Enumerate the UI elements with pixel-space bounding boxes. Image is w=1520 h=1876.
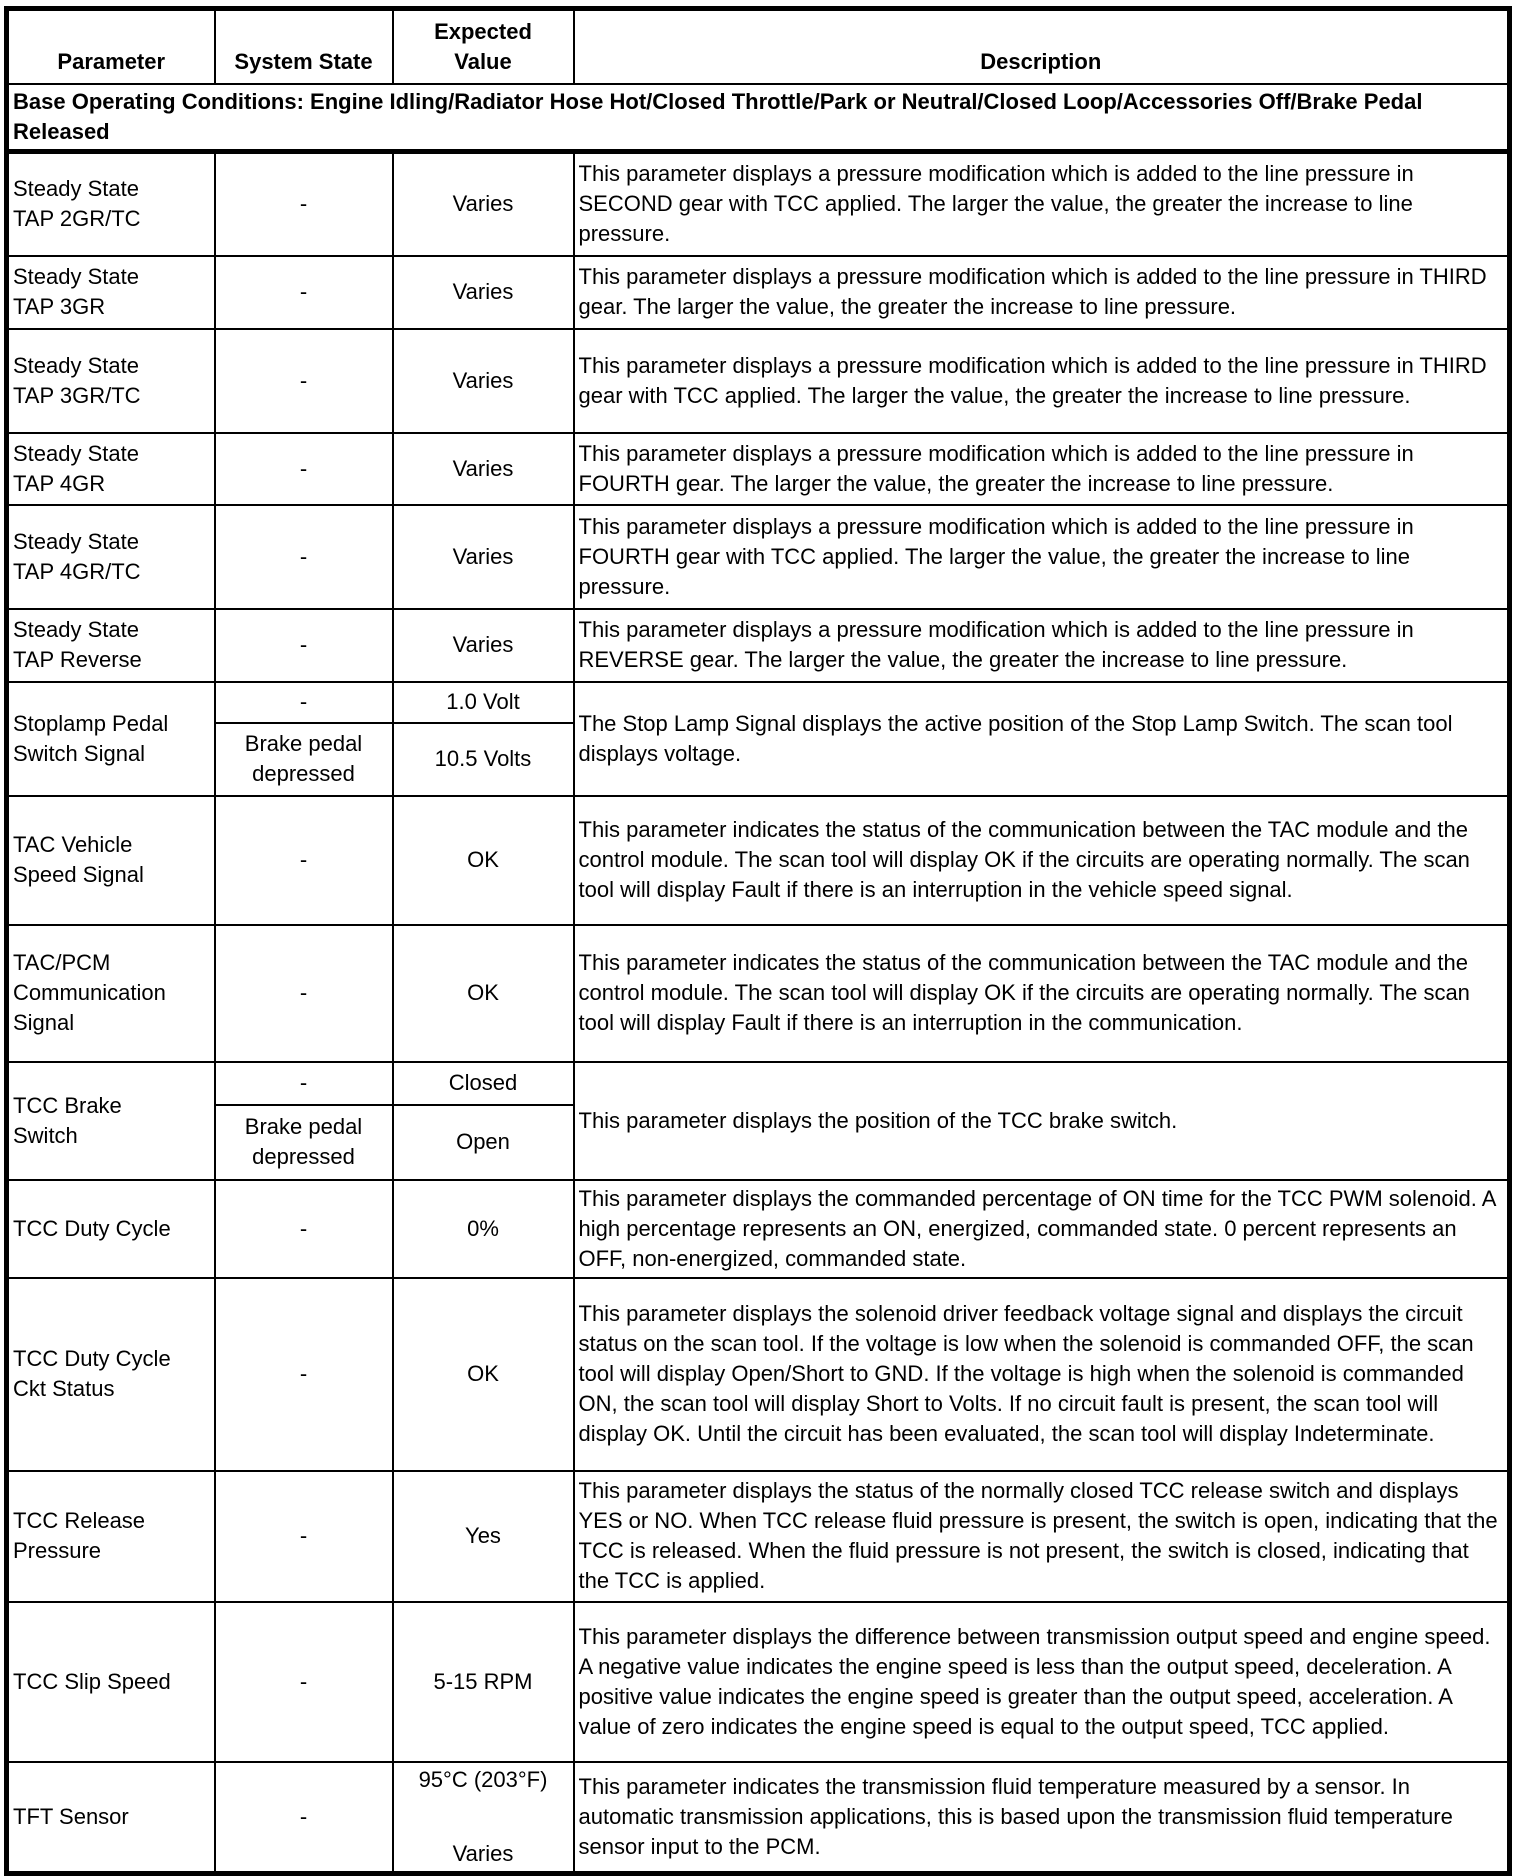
description-cell: This parameter indicates the status of the communication between the TAC module and the control module. The scan tool will display OK if the circuits are operating normally. The scan tool will display Fault if there is an interruption in the vehicle speed signal. — [574, 796, 1510, 925]
expected-value-cell: Varies — [393, 329, 574, 433]
parameter-cell: TCC Release Pressure — [7, 1471, 215, 1602]
description-cell: This parameter displays a pressure modification which is added to the line pressure in THIRD gear with TCC applied. The larger the value, the greater the increase to line pressure. — [574, 329, 1510, 433]
system-state-cell: - — [215, 1602, 393, 1762]
header-system-state: System State — [215, 9, 393, 85]
expected-value-cell: Varies — [393, 152, 574, 256]
description-cell: This parameter displays the solenoid driver feedback voltage signal and displays the circuit status on the scan tool. If the voltage is low when the solenoid is commanded OFF, the scan tool will display Open/Short to GND. If the voltage is high when the solenoid is commanded ON, the scan tool will display Short to Volts. If no circuit fault is present, the scan tool will display OK. Until the circuit has been evaluated, the scan tool will display Indeterminate. — [574, 1278, 1510, 1471]
table-row — [7, 1471, 1510, 1602]
expected-value-cell: Varies — [393, 256, 574, 329]
expected-value-line: 95°C (203°F) — [418, 1766, 548, 1792]
parameter-cell: TCC Duty Cycle — [7, 1180, 215, 1278]
parameter-cell: TAC Vehicle Speed Signal — [7, 796, 215, 925]
table-row — [7, 1278, 1510, 1471]
system-state-cell: - — [215, 152, 393, 256]
parameter-cell: Stoplamp Pedal Switch Signal — [7, 682, 215, 796]
table-row — [7, 682, 1510, 723]
table-row — [7, 256, 1510, 329]
table-row — [7, 433, 1510, 505]
description-cell: This parameter displays the status of the normally closed TCC release switch and displays YES or NO. When TCC release fluid pressure is present, the switch is open, indicating that the TCC is released. When the fluid pressure is not present, the switch is closed, indicating that the TCC is applied. — [574, 1471, 1510, 1602]
system-state-cell: - — [215, 796, 393, 925]
table-row — [7, 1062, 1510, 1105]
description-cell: This parameter displays a pressure modification which is added to the line pressure in REVERSE gear. The larger the value, the greater the increase to line pressure. — [574, 609, 1510, 682]
parameter-cell: TCC Brake Switch — [7, 1062, 215, 1180]
expected-value-cell: Closed — [393, 1062, 574, 1105]
base-conditions-row — [7, 84, 1510, 152]
parameter-cell: TCC Duty Cycle Ckt Status — [7, 1278, 215, 1471]
parameter-cell: Steady State TAP 3GR — [7, 256, 215, 329]
system-state-cell: Brake pedal depressed — [215, 1105, 393, 1180]
table-row — [7, 1602, 1510, 1762]
system-state-cell: Brake pedal depressed — [215, 723, 393, 796]
parameter-cell: Steady State TAP 3GR/TC — [7, 329, 215, 433]
expected-value-cell: Varies — [393, 433, 574, 505]
expected-value-cell: 5-15 RPM — [393, 1602, 574, 1762]
table-row — [7, 1762, 1510, 1874]
parameter-cell: TFT Sensor — [7, 1762, 215, 1874]
parameter-cell: TAC/PCM Communication Signal — [7, 925, 215, 1062]
expected-value-cell: Varies — [393, 609, 574, 682]
table-row — [7, 609, 1510, 682]
expected-value-cell: 0% — [393, 1180, 574, 1278]
expected-value-cell: OK — [393, 796, 574, 925]
table-row — [7, 1180, 1510, 1278]
expected-value-cell — [393, 1762, 574, 1874]
description-cell: The Stop Lamp Signal displays the active position of the Stop Lamp Switch. The scan tool displays voltage. — [574, 682, 1510, 796]
description-cell: This parameter indicates the status of the communication between the TAC module and the control module. The scan tool will display OK if the circuits are operating normally. The scan tool will display Fault if there is an interruption in the communication. — [574, 925, 1510, 1062]
description-cell: This parameter displays a pressure modification which is added to the line pressure in SECOND gear with TCC applied. The larger the value, the greater the increase to line pressure. — [574, 152, 1510, 256]
expected-value-cell: OK — [393, 1278, 574, 1471]
system-state-cell: - — [215, 1762, 393, 1874]
table-header-row — [7, 9, 1510, 85]
parameter-cell: Steady State TAP 4GR/TC — [7, 505, 215, 609]
description-cell: This parameter displays a pressure modification which is added to the line pressure in THIRD gear. The larger the value, the greater the increase to line pressure. — [574, 256, 1510, 329]
description-cell: This parameter displays a pressure modification which is added to the line pressure in FOURTH gear with TCC applied. The larger the value, the greater the increase to line pressure. — [574, 505, 1510, 609]
system-state-cell: - — [215, 925, 393, 1062]
system-state-cell: - — [215, 256, 393, 329]
description-cell: This parameter displays the commanded percentage of ON time for the TCC PWM solenoid. A high percentage represents an ON, energized, commanded state. 0 percent represents an OFF, non-energized, commanded state. — [574, 1180, 1510, 1278]
system-state-cell: - — [215, 682, 393, 723]
description-cell: This parameter displays the difference between transmission output speed and engine speed. A negative value indicates the engine speed is less than the output speed, deceleration. A positive value indicates the engine speed is greater than the output speed, acceleration. A value of zero indicates the engine speed is equal to the output speed, TCC applied. — [574, 1602, 1510, 1762]
expected-value-cell: 1.0 Volt — [393, 682, 574, 723]
description-cell: This parameter indicates the transmission fluid temperature measured by a sensor. In automatic transmission applications, this is based upon the transmission fluid temperature sensor input to the PCM. — [574, 1762, 1510, 1874]
table-row — [7, 152, 1510, 256]
expected-value-cell: OK — [393, 925, 574, 1062]
page — [4, 6, 1512, 1876]
expected-value-cell: 10.5 Volts — [393, 723, 574, 796]
system-state-cell: - — [215, 1471, 393, 1602]
system-state-cell: - — [215, 609, 393, 682]
expected-value-cell: Yes — [393, 1471, 574, 1602]
system-state-cell: - — [215, 433, 393, 505]
base-conditions: Base Operating Conditions: Engine Idling/Radiator Hose Hot/Closed Throttle/Park or Neutral/Closed Loop/Accessories Off/Brake Pedal Released — [7, 84, 1510, 152]
table-row — [7, 925, 1510, 1062]
header-description: Description — [574, 9, 1510, 85]
system-state-cell: - — [215, 1278, 393, 1471]
expected-value-cell: Varies — [393, 505, 574, 609]
parameter-cell: TCC Slip Speed — [7, 1602, 215, 1762]
parameter-cell: Steady State TAP 4GR — [7, 433, 215, 505]
expected-value-line: Varies — [452, 1840, 514, 1866]
header-parameter: Parameter — [7, 9, 215, 85]
table-row — [7, 329, 1510, 433]
description-cell: This parameter displays a pressure modification which is added to the line pressure in FOURTH gear. The larger the value, the greater the increase to line pressure. — [574, 433, 1510, 505]
system-state-cell: - — [215, 505, 393, 609]
system-state-cell: - — [215, 1180, 393, 1278]
scan-tool-data-table — [4, 6, 1512, 1876]
expected-value-cell: Open — [393, 1105, 574, 1180]
parameter-cell: Steady State TAP 2GR/TC — [7, 152, 215, 256]
table-row — [7, 505, 1510, 609]
table-row — [7, 796, 1510, 925]
description-cell: This parameter displays the position of the TCC brake switch. — [574, 1062, 1510, 1180]
system-state-cell: - — [215, 1062, 393, 1105]
system-state-cell: - — [215, 329, 393, 433]
parameter-cell: Steady State TAP Reverse — [7, 609, 215, 682]
header-expected-value: Expected Value — [393, 9, 574, 85]
